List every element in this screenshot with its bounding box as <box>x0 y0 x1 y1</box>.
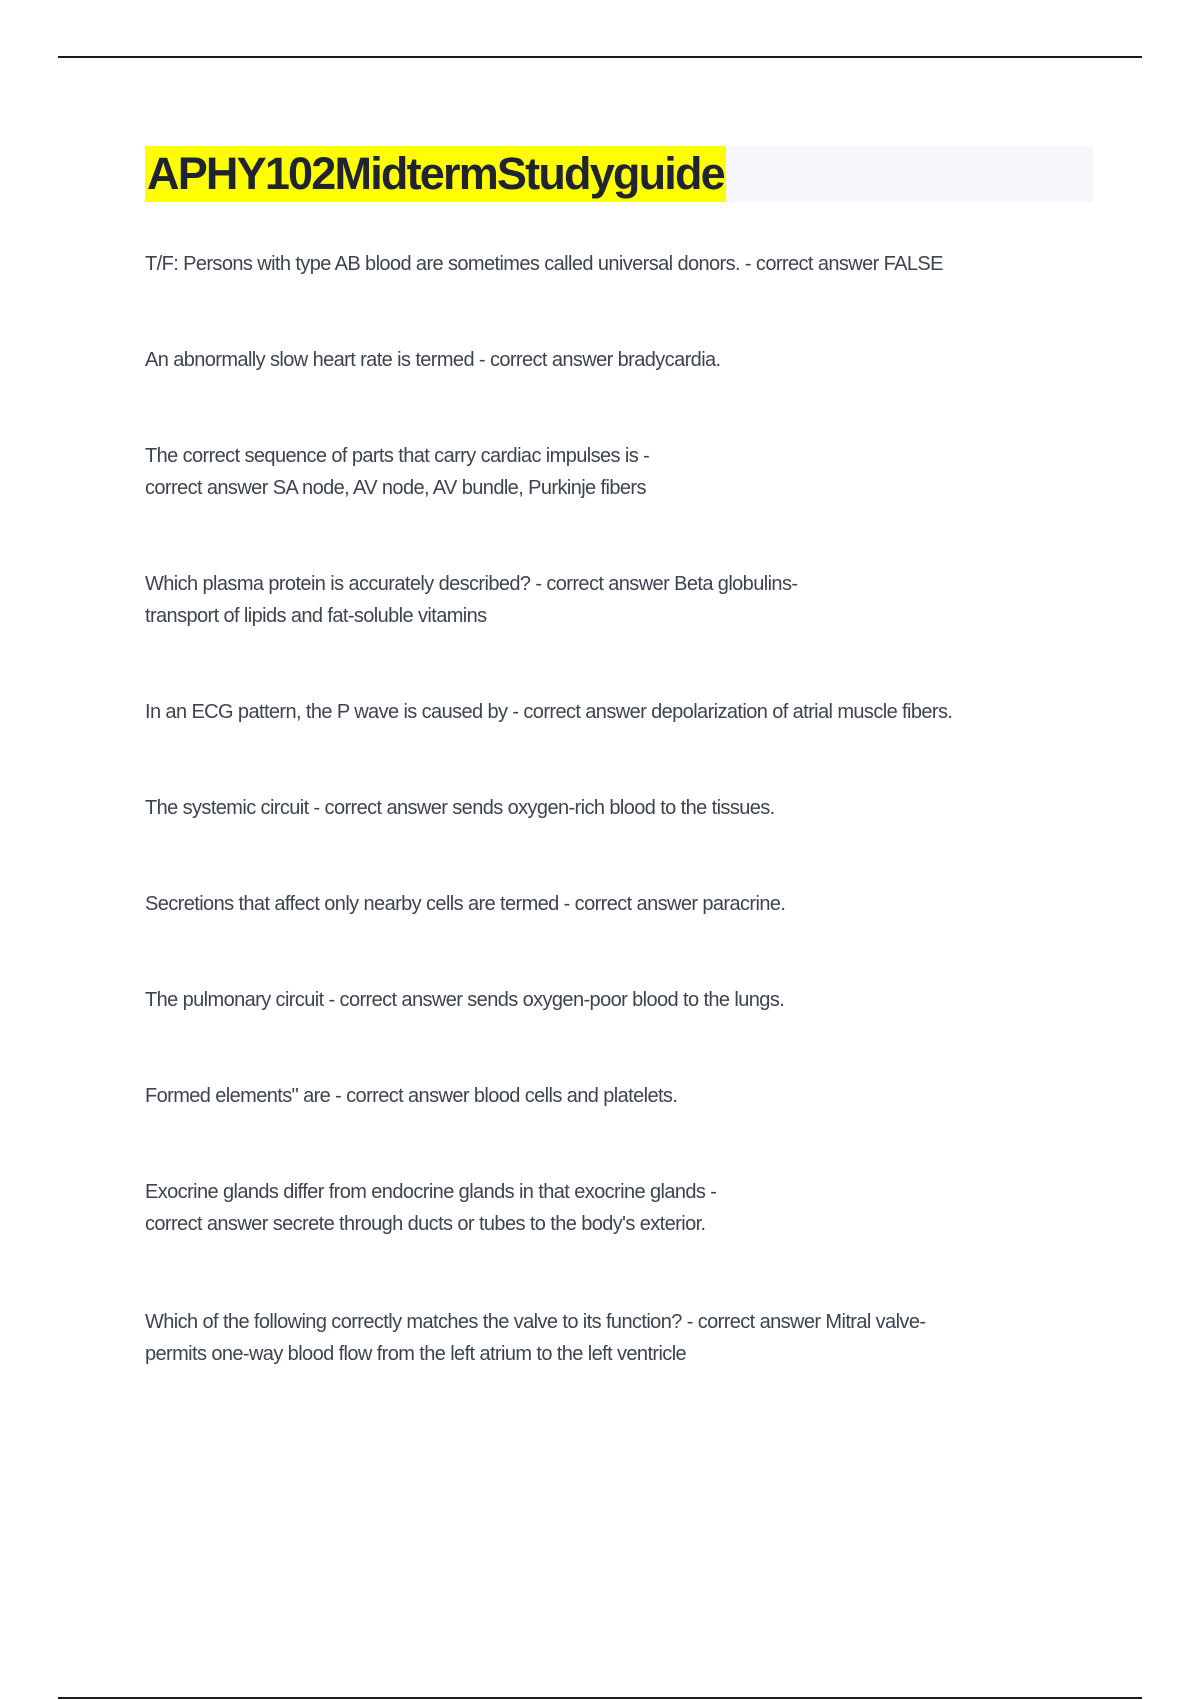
qa-item-2: An abnormally slow heart rate is termed - correct answer bradycardia. <box>145 349 721 371</box>
bottom-rule <box>58 1697 1142 1699</box>
qa-item-9: Formed elements" are - correct answer blood cells and platelets. <box>145 1085 678 1107</box>
qa-item-6: The systemic circuit - correct answer sends oxygen-rich blood to the tissues. <box>145 797 775 819</box>
qa-item-8: The pulmonary circuit - correct answer sends oxygen-poor blood to the lungs. <box>145 989 785 1011</box>
document-title: APHY102MidtermStudyguide <box>145 146 726 202</box>
qa-item-5: In an ECG pattern, the P wave is caused by - correct answer depolarization of atrial muscle fibers. <box>145 701 953 723</box>
qa-item-10: Exocrine glands differ from endocrine glands in that exocrine glands - correct answer secrete through ducts or tubes to the body's exterior. <box>145 1181 717 1235</box>
qa-item-3: The correct sequence of parts that carry cardiac impulses is - correct answer SA node, AV node, AV bundle, Purkinje fibers <box>145 445 650 499</box>
qa-item-4: Which plasma protein is accurately described? - correct answer Beta globulins- transport of lipids and fat-soluble vitamins <box>145 573 798 627</box>
top-rule <box>58 56 1142 58</box>
qa-item-1: T/F: Persons with type AB blood are sometimes called universal donors. - correct answer FALSE <box>145 253 943 275</box>
qa-item-7: Secretions that affect only nearby cells are termed - correct answer paracrine. <box>145 893 786 915</box>
qa-item-11: Which of the following correctly matches the valve to its function? - correct answer Mitral valve- permits one-way blood flow from the left atrium to the left ventricle <box>145 1311 926 1365</box>
